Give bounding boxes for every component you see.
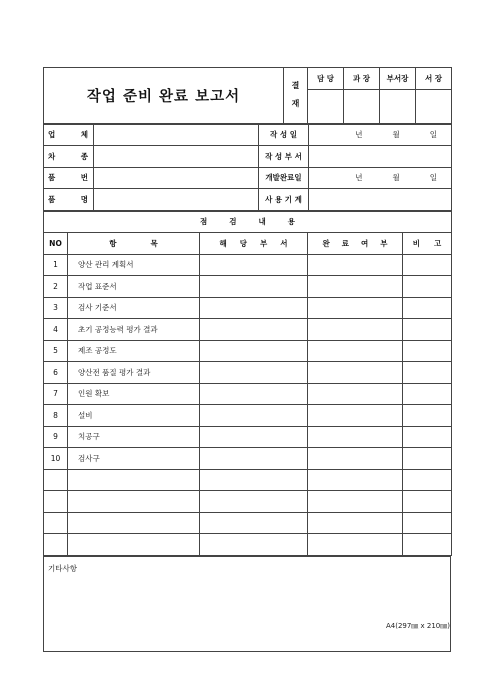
row-dept-field[interactable] <box>200 426 308 448</box>
row-dept-field[interactable] <box>200 534 308 556</box>
row-remarks-field[interactable] <box>403 297 452 319</box>
row-no: 1 <box>44 254 68 276</box>
row-item: 초기 공정능력 평가 결과 <box>68 319 200 341</box>
row-item: 검사구 <box>68 448 200 470</box>
row-item <box>68 512 200 534</box>
row-item: 제조 공정도 <box>68 340 200 362</box>
row-dept-field[interactable] <box>200 297 308 319</box>
row-no <box>44 469 68 491</box>
row-completion-field[interactable] <box>308 448 403 470</box>
field-machine[interactable] <box>309 189 452 211</box>
header-completion: 완 료 여 부 <box>308 233 403 255</box>
header-item: 항 목 <box>68 233 200 255</box>
sign-box-dept-head[interactable] <box>380 89 416 123</box>
label-written-date: 작 성 일 <box>259 124 309 146</box>
row-remarks-field[interactable] <box>403 448 452 470</box>
row-no: 5 <box>44 340 68 362</box>
table-row <box>44 362 452 384</box>
row-completion-field[interactable] <box>308 276 403 298</box>
table-row <box>44 383 452 405</box>
checklist-table <box>43 211 452 556</box>
field-dev-complete-date[interactable]: 년 월 일 <box>309 167 452 189</box>
row-completion-field[interactable] <box>308 512 403 534</box>
field-company[interactable] <box>94 124 259 146</box>
row-remarks-field[interactable] <box>403 319 452 341</box>
field-part-number[interactable] <box>94 167 259 189</box>
approval-col-dept-head: 부서장 <box>380 68 416 90</box>
row-item: 검사 기준서 <box>68 297 200 319</box>
row-remarks-field[interactable] <box>403 534 452 556</box>
info-table <box>43 124 452 211</box>
row-completion-field[interactable] <box>308 254 403 276</box>
row-remarks-field[interactable] <box>403 254 452 276</box>
table-row <box>44 254 452 276</box>
row-completion-field[interactable] <box>308 340 403 362</box>
row-remarks-field[interactable] <box>403 362 452 384</box>
row-completion-field[interactable] <box>308 491 403 513</box>
row-dept-field[interactable] <box>200 340 308 362</box>
label-machine: 사 용 기 계 <box>259 189 309 211</box>
row-completion-field[interactable] <box>308 405 403 427</box>
field-written-dept[interactable] <box>309 146 452 168</box>
row-dept-field[interactable] <box>200 491 308 513</box>
row-completion-field[interactable] <box>308 383 403 405</box>
row-remarks-field[interactable] <box>403 405 452 427</box>
header-dept: 해 당 부 서 <box>200 233 308 255</box>
table-row <box>44 297 452 319</box>
table-row <box>44 534 452 556</box>
table-row <box>44 426 452 448</box>
label-part-number: 품 번 <box>44 167 94 189</box>
row-item <box>68 469 200 491</box>
row-completion-field[interactable] <box>308 297 403 319</box>
label-written-dept: 작 성 부 서 <box>259 146 309 168</box>
row-item: 설비 <box>68 405 200 427</box>
header-table <box>43 67 452 124</box>
notes-label: 기타사항 <box>48 563 77 573</box>
row-dept-field[interactable] <box>200 448 308 470</box>
paper-size-note: A4(297㎜ x 210㎜) <box>385 622 450 630</box>
row-remarks-field[interactable] <box>403 340 452 362</box>
row-dept-field[interactable] <box>200 469 308 491</box>
document-title: 작업 준비 완료 보고서 <box>44 68 284 124</box>
label-part-name: 품 명 <box>44 189 94 211</box>
row-remarks-field[interactable] <box>403 276 452 298</box>
row-no: 8 <box>44 405 68 427</box>
row-dept-field[interactable] <box>200 276 308 298</box>
row-item <box>68 534 200 556</box>
sign-box-manager[interactable] <box>344 89 380 123</box>
field-written-date[interactable]: 년 월 일 <box>309 124 452 146</box>
row-item: 양산 관리 계획서 <box>68 254 200 276</box>
section-title: 점 검 내 용 <box>44 211 452 233</box>
approval-col-manager: 과 장 <box>344 68 380 90</box>
row-no: 6 <box>44 362 68 384</box>
table-row <box>44 512 452 534</box>
row-completion-field[interactable] <box>308 362 403 384</box>
field-part-name[interactable] <box>94 189 259 211</box>
row-no <box>44 512 68 534</box>
row-no: 4 <box>44 319 68 341</box>
row-remarks-field[interactable] <box>403 491 452 513</box>
row-dept-field[interactable] <box>200 405 308 427</box>
table-row <box>44 340 452 362</box>
approval-col-chief: 서 장 <box>416 68 452 90</box>
row-item: 인원 확보 <box>68 383 200 405</box>
table-row <box>44 491 452 513</box>
row-no <box>44 534 68 556</box>
table-row <box>44 276 452 298</box>
row-remarks-field[interactable] <box>403 512 452 534</box>
notes-table <box>43 556 451 652</box>
table-row <box>44 319 452 341</box>
row-dept-field[interactable] <box>200 254 308 276</box>
row-no: 7 <box>44 383 68 405</box>
row-item <box>68 491 200 513</box>
row-completion-field[interactable] <box>308 534 403 556</box>
checklist-body <box>44 254 452 555</box>
row-no <box>44 491 68 513</box>
approval-col-staff: 담 당 <box>308 68 344 90</box>
field-vehicle[interactable] <box>94 146 259 168</box>
row-item: 치공구 <box>68 426 200 448</box>
row-dept-field[interactable] <box>200 512 308 534</box>
row-dept-field[interactable] <box>200 319 308 341</box>
row-no: 9 <box>44 426 68 448</box>
sign-box-staff[interactable] <box>308 89 344 123</box>
table-row <box>44 448 452 470</box>
notes-field[interactable] <box>44 556 451 651</box>
row-completion-field[interactable] <box>308 426 403 448</box>
row-remarks-field[interactable] <box>403 426 452 448</box>
row-no: 2 <box>44 276 68 298</box>
header-remarks: 비 고 <box>403 233 452 255</box>
report-form <box>43 67 451 652</box>
row-dept-field[interactable] <box>200 383 308 405</box>
label-company: 업 체 <box>44 124 94 146</box>
row-completion-field[interactable] <box>308 319 403 341</box>
row-remarks-field[interactable] <box>403 383 452 405</box>
row-item: 양산전 품질 평가 결과 <box>68 362 200 384</box>
table-row <box>44 405 452 427</box>
row-remarks-field[interactable] <box>403 469 452 491</box>
row-no: 3 <box>44 297 68 319</box>
sign-box-chief[interactable] <box>416 89 452 123</box>
row-dept-field[interactable] <box>200 362 308 384</box>
label-vehicle: 차 종 <box>44 146 94 168</box>
approval-label: 결 재 <box>284 68 308 124</box>
table-row <box>44 469 452 491</box>
row-no: 10 <box>44 448 68 470</box>
header-no: NO <box>44 233 68 255</box>
label-dev-complete-date: 개발완료일 <box>259 167 309 189</box>
row-completion-field[interactable] <box>308 469 403 491</box>
row-item: 작업 표준서 <box>68 276 200 298</box>
